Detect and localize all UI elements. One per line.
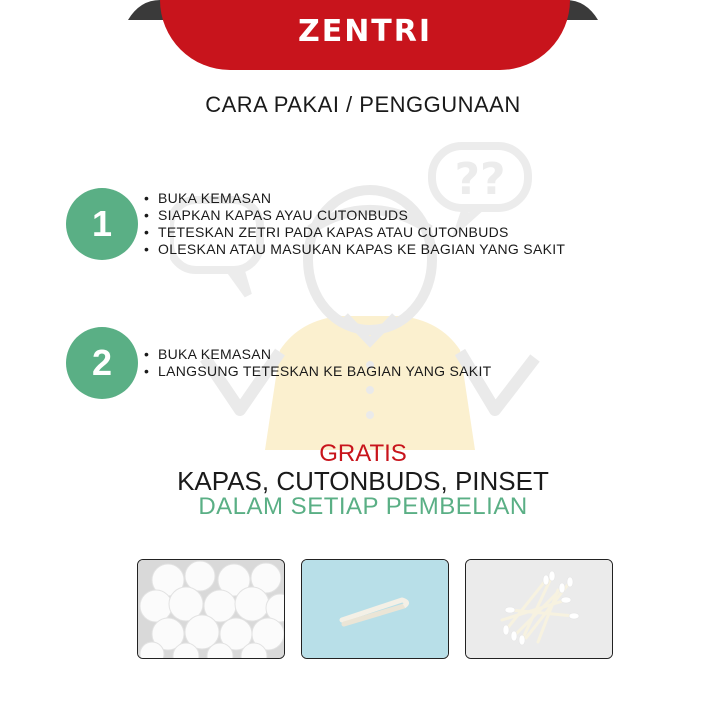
promo-note: DALAM SETIAP PEMBELIAN [198,493,528,520]
svg-text:??: ?? [454,154,506,205]
list-item: • TETESKAN ZETRI PADA KAPAS ATAU CUTONBUDS [144,224,565,241]
step-2-badge: 2 [66,327,138,399]
promo-free-label: GRATIS [319,440,407,467]
step-2-list [144,346,492,380]
cotton-balls-photo [137,559,285,659]
confused-person-illustration [170,120,570,460]
brand-title: ZENTRI [297,14,433,49]
page-title: CARA PAKAI / PENGGUNAAN [205,92,521,117]
step-1-badge: 1 [66,188,138,260]
step-1-list [144,190,565,258]
list-item: • LANGSUNG TETESKAN KE BAGIAN YANG SAKIT [144,363,492,380]
list-item: • OLESKAN ATAU MASUKAN KAPAS KE BAGIAN YANG SAKIT [144,241,565,258]
cotton-buds-photo [465,559,613,659]
promo-items: KAPAS, CUTONBUDS, PINSET [177,466,549,496]
list-item: • BUKA KEMASAN [144,346,492,363]
list-item: • BUKA KEMASAN [144,190,565,207]
list-item: • SIAPKAN KAPAS AYAU CUTONBUDS [144,207,565,224]
tweezers-photo [301,559,449,659]
